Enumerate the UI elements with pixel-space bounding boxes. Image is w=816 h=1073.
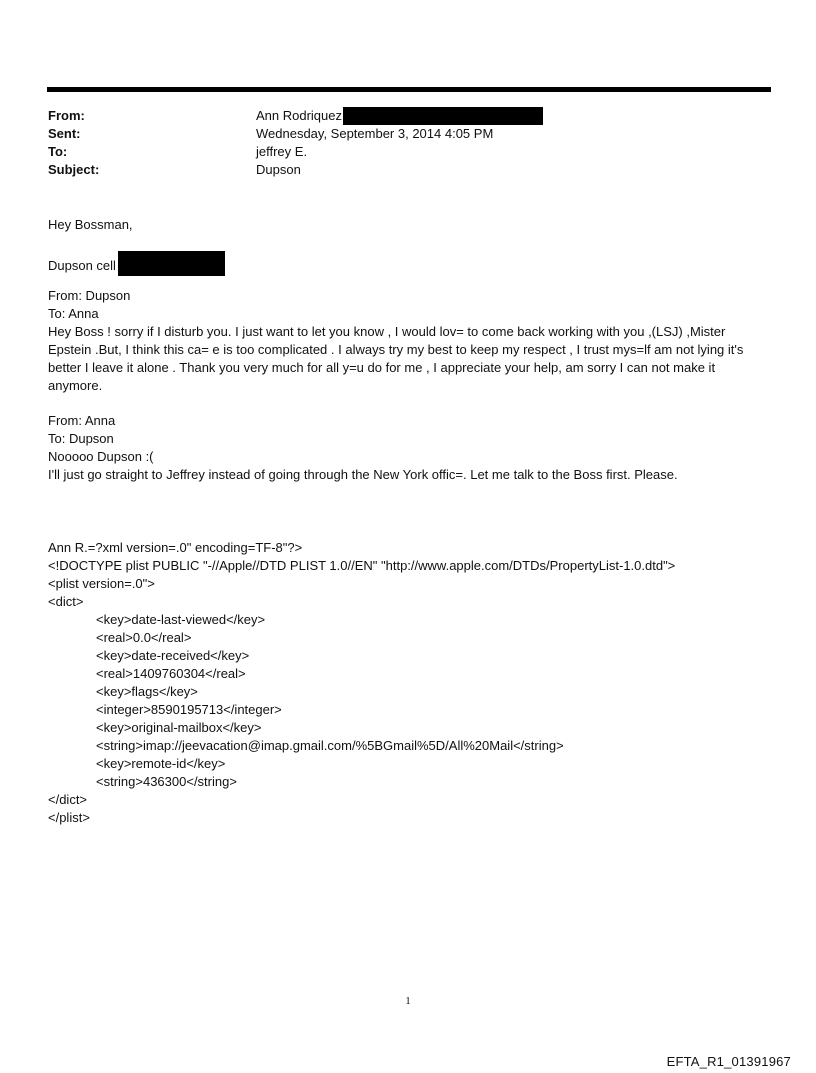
greeting: Hey Bossman,	[48, 217, 133, 232]
plist-line: <dict>	[48, 594, 84, 609]
msg2-to: To: Dupson	[48, 431, 114, 446]
plist-line: <key>date-received</key>	[96, 648, 250, 663]
plist-line: <!DOCTYPE plist PUBLIC "-//Apple//DTD PLIST 1.0//EN" "http://www.apple.com/DTDs/PropertyList-1.0.dtd">	[48, 558, 676, 573]
plist-line: <key>flags</key>	[96, 684, 198, 699]
msg1-to: To: Anna	[48, 306, 99, 321]
plist-line: <integer>8590195713</integer>	[96, 702, 282, 717]
plist-line: <string>436300</string>	[96, 774, 237, 789]
redaction-box	[343, 107, 543, 125]
to-label: To:	[48, 144, 68, 159]
sent-label: Sent:	[48, 126, 81, 141]
page-number: 1	[405, 995, 411, 1007]
header-rule	[47, 87, 771, 92]
header-to-row	[48, 143, 307, 161]
redaction-box	[118, 251, 225, 276]
header-from-row	[48, 107, 543, 125]
plist-line: <key>remote-id</key>	[96, 756, 226, 771]
plist-line: </plist>	[48, 810, 90, 825]
msg1-line: Epstein .But, I think this ca= e is too complicated . I always try my best to keep my respect , I trust mys=lf am not lying it's	[48, 342, 744, 357]
msg2-from: From: Anna	[48, 413, 116, 428]
subject-label: Subject:	[48, 162, 100, 177]
subject-value: Dupson	[256, 162, 301, 177]
msg2-line: Nooooo Dupson :(	[48, 449, 154, 464]
document-id: EFTA_R1_01391967	[666, 1054, 791, 1069]
plist-line: <key>original-mailbox</key>	[96, 720, 262, 735]
plist-line: <key>date-last-viewed</key>	[96, 612, 266, 627]
cell-label: Dupson cell	[48, 258, 116, 273]
plist-line: Ann R.=?xml version=.0" encoding=TF-8"?>	[48, 540, 303, 555]
to-value: jeffrey E.	[256, 144, 308, 159]
from-value: Ann Rodriquez	[256, 108, 342, 123]
msg1-line: Hey Boss ! sorry if I disturb you. I just want to let you know , I would lov= to come back working with you ,(LSJ) ,Mister	[48, 324, 726, 339]
plist-line: <plist version=.0">	[48, 576, 155, 591]
plist-line: <real>0.0</real>	[96, 630, 192, 645]
plist-line: <real>1409760304</real>	[96, 666, 246, 681]
header-sent-row	[48, 125, 493, 143]
msg1-line: anymore.	[48, 378, 103, 393]
header-subject-row	[48, 161, 301, 179]
plist-line: <string>imap://jeevacation@imap.gmail.com/%5BGmail%5D/All%20Mail</string>	[96, 738, 564, 753]
from-label: From:	[48, 108, 85, 123]
cell-line	[48, 251, 225, 276]
msg2-line: I'll just go straight to Jeffrey instead of going through the New York offic=. Let me talk to the Boss first. Please.	[48, 467, 678, 482]
msg1-from: From: Dupson	[48, 288, 131, 303]
msg1-line: better I leave it alone . Thank you very much for all y=u do for me , I appreciate your help, am sorry I can not make it	[48, 360, 716, 375]
sent-value: Wednesday, September 3, 2014 4:05 PM	[256, 126, 494, 141]
plist-line: </dict>	[48, 792, 88, 807]
